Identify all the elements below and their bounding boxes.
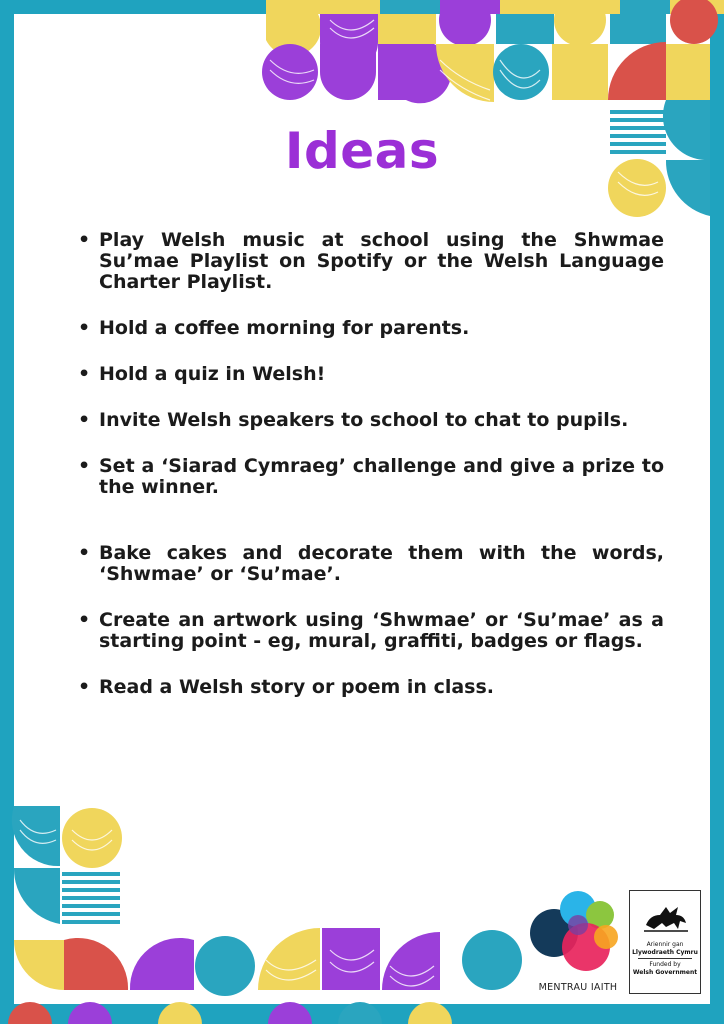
list-item — [78, 543, 664, 585]
idea-text: Invite Welsh speakers to school to chat to pupils. — [99, 409, 629, 431]
bullet: • — [78, 676, 91, 698]
bullet: • — [78, 609, 91, 631]
welsh-government-logo — [629, 890, 701, 994]
list-item — [78, 410, 664, 431]
welsh-dragon-icon — [640, 897, 692, 935]
idea-text: Set a ‘Siarad Cymraeg’ challenge and give a prize to the winner. — [99, 455, 664, 498]
list-item — [78, 230, 664, 293]
bullet: • — [78, 409, 91, 431]
list-item — [78, 364, 664, 385]
divider — [638, 958, 692, 959]
funded-by-english: Funded by — [649, 961, 681, 968]
idea-text: Play Welsh music at school using the Shwmae Su’mae Playlist on Spotify or the Welsh Language Charter Playlist. — [99, 229, 664, 293]
idea-text: Hold a coffee morning for parents. — [99, 317, 470, 339]
ideas-list — [78, 230, 664, 723]
mentrau-iaith-wordmark: MENTRAU IAITH — [538, 982, 618, 993]
page-title: Ideas — [284, 122, 440, 180]
list-item — [78, 318, 664, 339]
bullet: • — [78, 229, 91, 251]
bullet: • — [78, 317, 91, 339]
idea-text: Hold a quiz in Welsh! — [99, 363, 326, 385]
list-item — [78, 610, 664, 652]
bullet: • — [78, 455, 91, 477]
welsh-government: Welsh Government — [632, 969, 698, 976]
funded-by-welsh: Ariennir gan — [646, 941, 684, 948]
idea-text: Bake cakes and decorate them with the words, ‘Shwmae’ or ‘Su’mae’. — [99, 542, 664, 585]
bullet: • — [78, 363, 91, 385]
idea-text: Read a Welsh story or poem in class. — [99, 676, 495, 698]
llywodraeth-cymru: Llywodraeth Cymru — [632, 949, 698, 956]
list-item — [78, 677, 664, 698]
idea-text: Create an artwork using ‘Shwmae’ or ‘Su’mae’ as a starting point - eg, mural, graffiti, badges or flags. — [99, 609, 664, 652]
list-item — [78, 456, 664, 498]
bullet: • — [78, 542, 91, 564]
